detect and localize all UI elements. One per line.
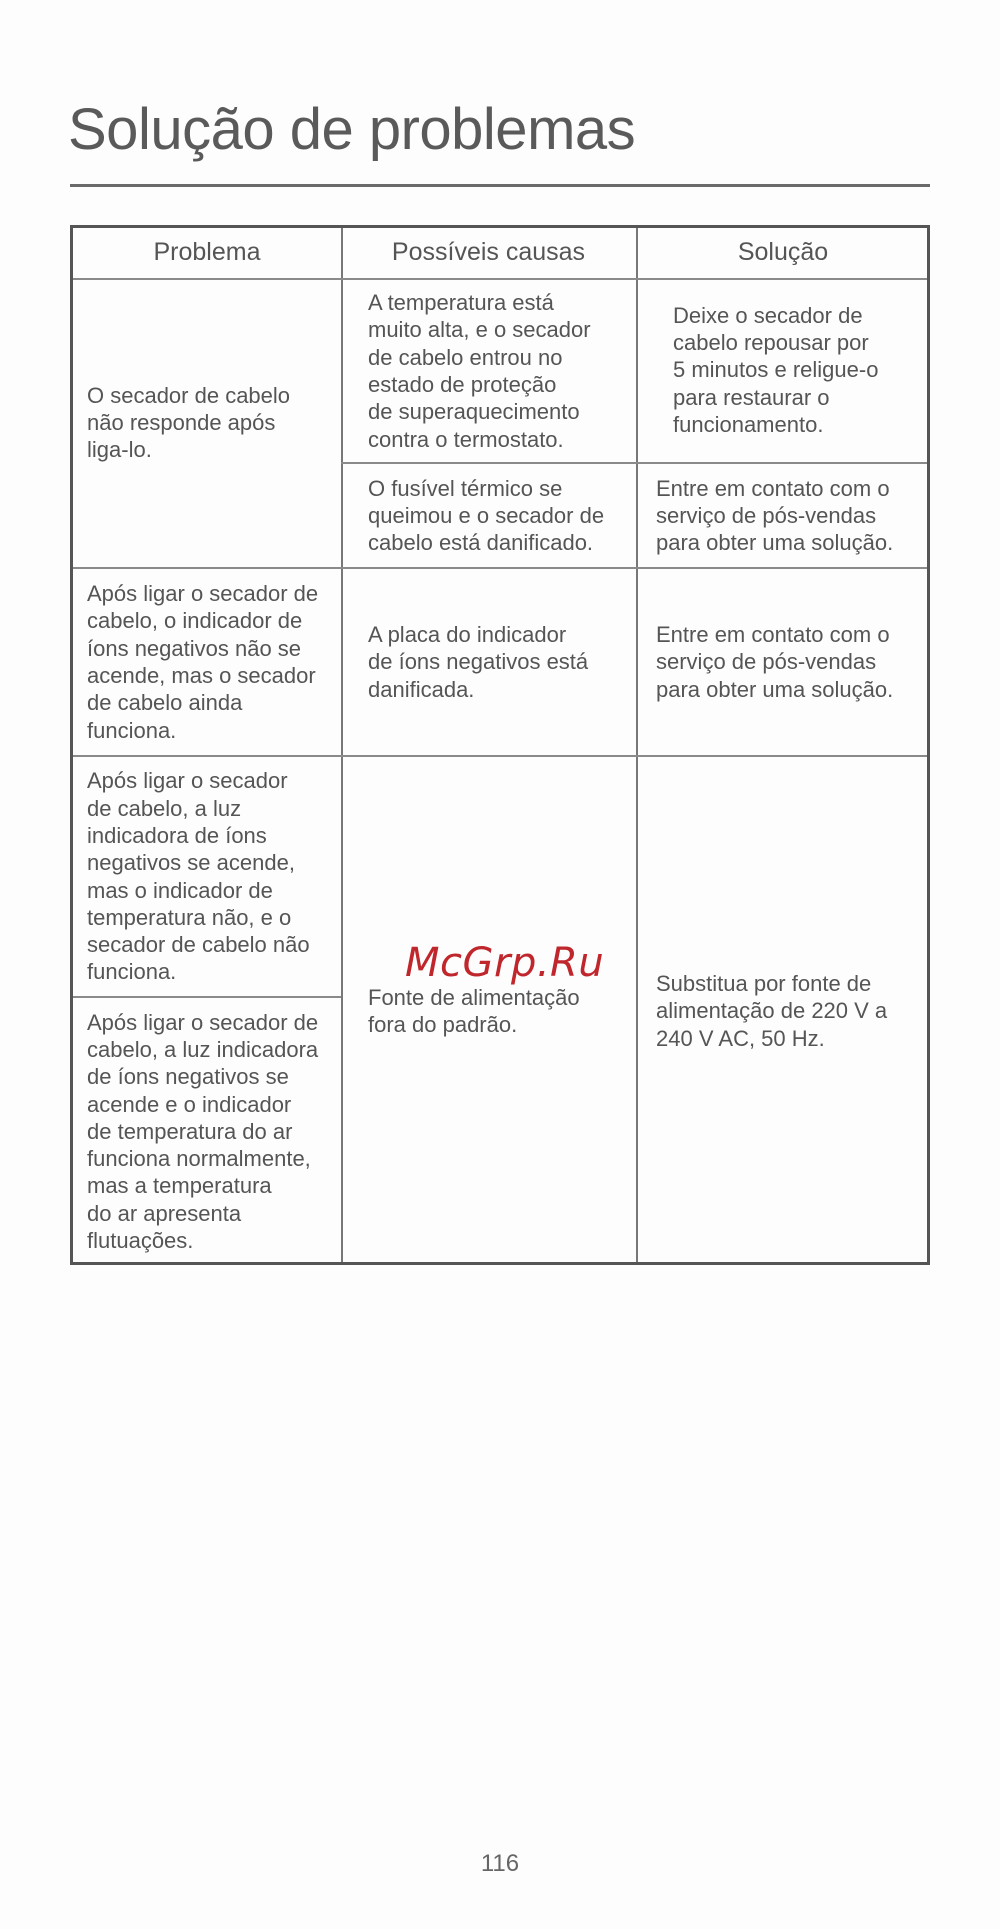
page-number: 116	[480, 1850, 520, 1877]
troubleshooting-table	[70, 225, 930, 1265]
solution-cell: Deixe o secador de cabelo repousar por 5 minutos e religue-o para restaurar o funcionamento.	[673, 302, 879, 437]
problem-cell: Após ligar o secador de cabelo, a luz indicadora de íons negativos se acende e o indicador de temperatura do ar funciona normalmente, mas a temperatura do ar apresenta flutuações.	[87, 1009, 319, 1254]
problem-cell: Após ligar o secador de cabelo, o indicador de íons negativos não se acende, mas o secador de cabelo ainda funciona.	[87, 581, 319, 743]
title-divider	[70, 184, 930, 187]
column-divider	[341, 228, 343, 1262]
page-title: Solução de problemas	[68, 97, 636, 162]
solution-cell: Entre em contato com o serviço de pós-vendas para obter uma solução.	[656, 475, 894, 556]
solution-cell: Substitua por fonte de alimentação de 220 V a 240 V AC, 50 Hz.	[656, 971, 888, 1051]
cause-cell: A placa do indicador de íons negativos está danificada.	[368, 622, 589, 702]
header-solution: Solução	[737, 238, 829, 267]
problem-cell: Após ligar o secador de cabelo, a luz indicadora de íons negativos se acende, mas o indicador de temperatura não, e o secador de cabelo não funciona.	[87, 768, 310, 985]
solution-cell: Entre em contato com o serviço de pós-vendas para obter uma solução.	[656, 622, 894, 702]
cause-cell: A temperatura está muito alta, e o secador de cabelo entrou no estado de proteção de superaquecimento contra o termostato.	[368, 290, 591, 452]
watermark: McGrp.Ru	[405, 940, 605, 986]
cause-cell: O fusível térmico se queimou e o secador de cabelo está danificado.	[368, 475, 605, 556]
header-problem: Problema	[153, 238, 261, 267]
column-divider	[636, 228, 638, 1262]
header-causes: Possíveis causas	[391, 238, 586, 267]
cause-cell: Fonte de alimentação fora do padrão.	[368, 984, 580, 1037]
problem-cell: O secador de cabelo não responde após liga-lo.	[87, 382, 291, 463]
